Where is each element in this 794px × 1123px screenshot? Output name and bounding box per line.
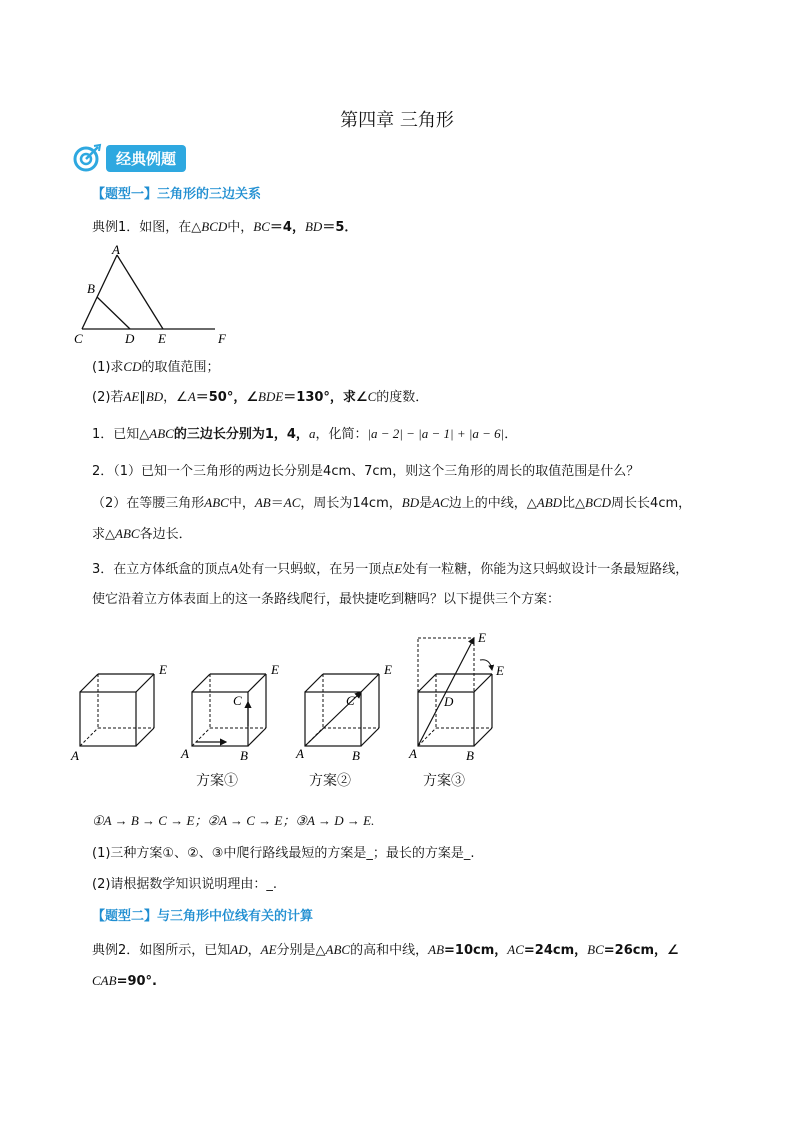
label-C: C — [74, 331, 83, 346]
label-E: E — [158, 331, 166, 346]
problem-1: 1．已知△ABC的三边长分别为1，4，a，化简：|a − 2| − |a − 1| + |a − 6|． — [92, 426, 518, 442]
label-F: F — [218, 331, 226, 346]
svg-text:C: C — [346, 693, 355, 708]
cube-2 — [180, 662, 279, 763]
problem-2-part-2-cont: 求△ABC各边长． — [92, 526, 192, 542]
problem-2-part-2: （2）在等腰三角形ABC中，AB＝AC，周长为14cm，BD是AC边上的中线，△ABD比△BCD周长长4cm， — [92, 495, 692, 511]
triangle-figure — [70, 242, 230, 348]
example-2-line-2: CAB=90°. — [92, 973, 157, 989]
svg-text:B: B — [352, 748, 360, 763]
cube-4-unfolded — [408, 630, 504, 763]
svg-text:E: E — [159, 662, 167, 677]
problem-3-line-2: 使它沿着立方体表面上的这一条路线爬行，最快捷吃到糖吗？以下提供三个方案： — [92, 592, 561, 607]
svg-text:C: C — [233, 693, 242, 708]
cube-figures — [68, 628, 518, 768]
caption-plan-3: 方案③ — [423, 773, 465, 789]
svg-text:A: A — [409, 746, 417, 761]
section-banner — [72, 143, 186, 173]
problem-3-q2: (2)请根据数学知识说明理由：_. — [92, 877, 278, 892]
problem-2-part-1: 2．（1）已知一个三角形的两边长分别是4cm、7cm，则这个三角形的周长的取值范围是什么？ — [92, 464, 640, 479]
problem-3-line-1: 3．在立方体纸盒的顶点A处有一只蚂蚁，在另一顶点E处有一粒糖，你能为这只蚂蚁设计一条最短路线， — [92, 561, 689, 577]
svg-text:B: B — [240, 748, 248, 763]
target-icon — [72, 143, 102, 173]
svg-text:D: D — [444, 694, 454, 709]
example-1-q2: (2)若AE∥BD，∠A＝50°，∠BDE＝130°，求∠C的度数． — [92, 389, 429, 405]
cube-3 — [295, 662, 392, 763]
example-1-q1: (1)求CD的取值范围； — [92, 359, 220, 375]
label-B: B — [87, 281, 95, 296]
label-A: A — [112, 242, 120, 257]
caption-plan-2: 方案② — [309, 773, 351, 789]
svg-text:A: A — [71, 748, 79, 763]
example-2-line-1: 典例2．如图所示，已知AD，AE分别是△ABC的高和中线，AB=10cm，AC=24cm，BC=26cm，∠ — [92, 942, 679, 958]
example-1-statement: 典例1．如图，在△BCD中，BC＝4，BD＝5． — [92, 219, 358, 235]
banner-label: 经典例题 — [106, 145, 186, 172]
svg-text:E: E — [271, 662, 279, 677]
section-heading-1: 【题型一】三角形的三边关系 — [92, 187, 262, 202]
caption-plan-1: 方案① — [196, 773, 238, 789]
page-title: 第四章 三角形 — [340, 110, 454, 131]
cube-1 — [70, 662, 167, 763]
svg-text:B: B — [466, 748, 474, 763]
section-heading-2: 【题型二】与三角形中位线有关的计算 — [92, 909, 314, 924]
svg-text:A: A — [181, 746, 189, 761]
svg-text:E: E — [384, 662, 392, 677]
svg-text:E: E — [478, 630, 486, 645]
label-D: D — [125, 331, 135, 346]
svg-text:E: E — [496, 663, 504, 678]
svg-text:A: A — [296, 746, 304, 761]
routes-line: ①A → B → C → E；②A → C → E；③A → D → E. — [92, 813, 375, 828]
problem-3-q1: (1)三种方案①、②、③中爬行路线最短的方案是_；最长的方案是_. — [92, 846, 475, 861]
